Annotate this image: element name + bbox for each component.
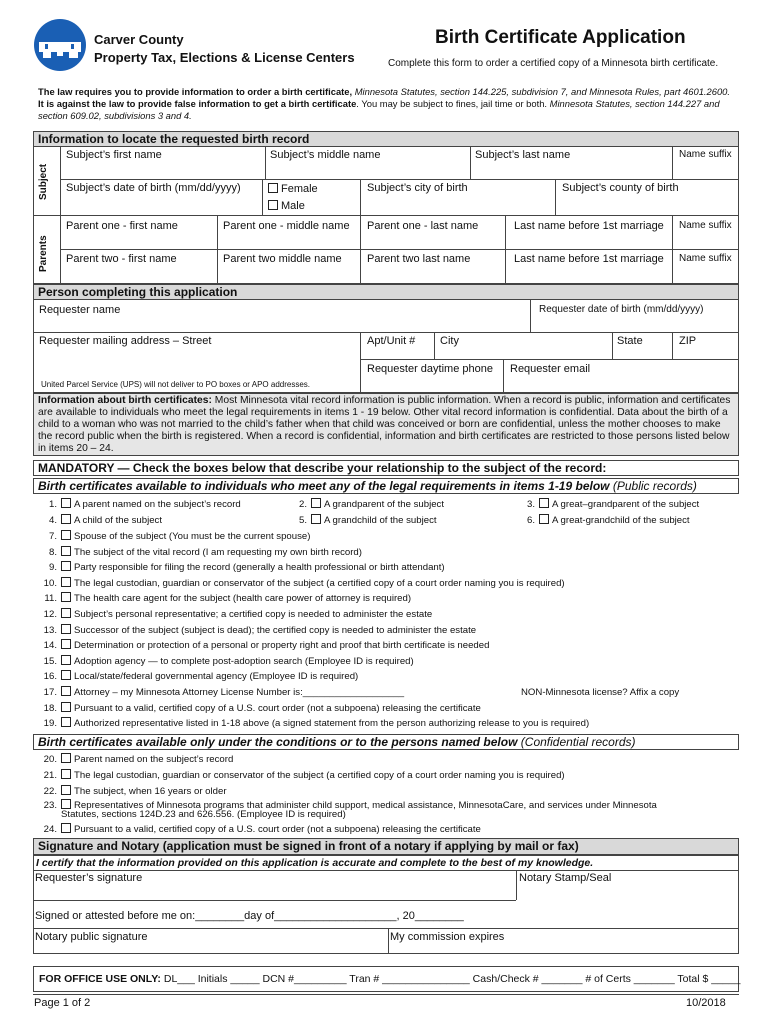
commission-expires-field[interactable]: My commission expires bbox=[390, 931, 505, 943]
subject-city-field[interactable]: Subject’s city of birth bbox=[367, 182, 468, 194]
relationship-item-24[interactable]: 24. Pursuant to a valid, certified copy of a U.S. court order (not a subpoena) releasing the certificate bbox=[43, 824, 481, 835]
checkbox[interactable] bbox=[539, 498, 549, 508]
relationship-item-3[interactable]: 3. A great–grandparent of the subject bbox=[526, 499, 700, 510]
requester-city-field[interactable]: City bbox=[440, 335, 459, 347]
checkbox[interactable] bbox=[61, 624, 71, 634]
parents-tab: Parents bbox=[38, 235, 49, 272]
form-date: 10/2018 bbox=[686, 997, 726, 1009]
parent1-middle-field[interactable]: Parent one - middle name bbox=[223, 220, 350, 232]
checkbox[interactable] bbox=[61, 702, 71, 712]
page-subtitle: Complete this form to order a certified copy of a Minnesota birth certificate. bbox=[388, 58, 719, 69]
item-23-continuation: Statutes, sections 124D.23 and 626.556. (Employee ID is required) bbox=[61, 809, 346, 820]
law-notice: The law requires you to provide information to order a birth certificate, Minnesota Statutes, section 144.225, subdivision 7, and Minnesota Rules, part 4601.2600. It is against the law to provide false information to get a birth certificate. You may be subject to fines, jail time or both. Minnesota Statutes, section 144.227 and section 609.02, subdivisions 3 and 4. bbox=[38, 86, 730, 121]
page-title: Birth Certificate Application bbox=[435, 27, 686, 48]
checkbox[interactable] bbox=[61, 769, 71, 779]
subject-dob-field[interactable]: Subject’s date of birth (mm/dd/yyyy) bbox=[66, 182, 241, 194]
parent1-last-field[interactable]: Parent one - last name bbox=[367, 220, 479, 232]
checkbox[interactable] bbox=[61, 561, 71, 571]
checkbox[interactable] bbox=[539, 514, 549, 524]
page-number: Page 1 of 2 bbox=[34, 997, 91, 1009]
subject-suffix-field[interactable]: Name suffix bbox=[679, 149, 732, 160]
relationship-item-9[interactable]: 9. Party responsible for filing the record (generally a health professional or birth attendant) bbox=[48, 562, 445, 574]
requester-zip-field[interactable]: ZIP bbox=[679, 335, 697, 347]
checkbox[interactable] bbox=[61, 608, 71, 618]
subject-middle-name-field[interactable]: Subject’s middle name bbox=[270, 149, 381, 161]
checkbox[interactable] bbox=[61, 639, 71, 649]
requester-name-field[interactable]: Requester name bbox=[39, 304, 121, 316]
checkbox[interactable] bbox=[61, 717, 71, 727]
checkbox[interactable] bbox=[61, 753, 71, 763]
female-checkbox[interactable]: Female bbox=[266, 183, 318, 195]
relationship-item-21[interactable]: 21. The legal custodian, guardian or conservator of the subject (a certified copy of a court order naming you is required) bbox=[43, 770, 565, 781]
checkbox[interactable] bbox=[311, 498, 321, 508]
relationship-item-13[interactable]: 13. Successor of the subject (subject is dead); the certified copy is needed to administer the estate bbox=[43, 624, 477, 636]
checkbox[interactable] bbox=[61, 785, 71, 795]
relationship-item-22[interactable]: 22. The subject, when 16 years or older bbox=[43, 786, 227, 797]
section-requester: Person completing this application bbox=[33, 284, 739, 300]
relationship-item-17[interactable]: 17. Attorney – my Minnesota Attorney License Number is:___________________ bbox=[43, 687, 405, 698]
office-use-fields: FOR OFFICE USE ONLY: DL___ Initials _____ DCN #_________ Tran # _______________ Cash/Check # _______ # of Certs _______ Total $ _____ bbox=[39, 973, 741, 985]
relationship-item-8[interactable]: 8. The subject of the vital record (I am requesting my own birth record) bbox=[48, 546, 362, 558]
subject-county-field[interactable]: Subject’s county of birth bbox=[562, 182, 679, 194]
requester-signature-field[interactable]: Requester’s signature bbox=[35, 872, 143, 884]
requester-dob-field[interactable]: Requester date of birth (mm/dd/yyyy) bbox=[539, 304, 704, 315]
relationship-item-16[interactable]: 16. Local/state/federal governmental agency (Employee ID is required) bbox=[43, 671, 359, 683]
checkbox[interactable] bbox=[61, 686, 71, 696]
certify-statement: I certify that the information provided on this application is accurate and complete to the best of my knowledge. bbox=[36, 857, 594, 869]
relationship-item-2[interactable]: 2. A grandparent of the subject bbox=[298, 499, 445, 510]
checkbox[interactable] bbox=[61, 498, 71, 508]
signature-heading: Signature and Notary (application must be signed in front of a notary if applying by mail or fax) bbox=[33, 838, 739, 855]
checkbox[interactable] bbox=[61, 546, 71, 556]
subject-last-name-field[interactable]: Subject’s last name bbox=[475, 149, 571, 161]
subject-first-name-field[interactable]: Subject’s first name bbox=[66, 149, 162, 161]
relationship-item-1[interactable]: 1. A parent named on the subject’s record bbox=[48, 499, 241, 510]
relationship-item-14[interactable]: 14. Determination or protection of a personal or property right and proof that birth certificate is needed bbox=[43, 640, 490, 652]
relationship-item-6[interactable]: 6. A great-grandchild of the subject bbox=[526, 515, 690, 526]
checkbox[interactable] bbox=[61, 592, 71, 602]
relationship-item-5[interactable]: 5. A grandchild of the subject bbox=[298, 515, 437, 526]
requester-street-field[interactable]: Requester mailing address – Street bbox=[39, 335, 212, 347]
requester-email-field[interactable]: Requester email bbox=[510, 363, 591, 375]
notary-stamp-area: Notary Stamp/Seal bbox=[519, 872, 612, 884]
public-records-heading: Birth certificates available to individuals who meet any of the legal requirements in items 1-19 below (Public records) bbox=[33, 478, 739, 494]
male-checkbox[interactable]: Male bbox=[266, 200, 305, 212]
mandatory-heading: MANDATORY — Check the boxes below that describe your relationship to the subject of the record: bbox=[33, 460, 739, 476]
subject-tab: Subject bbox=[38, 163, 49, 200]
checkbox[interactable] bbox=[61, 670, 71, 680]
relationship-item-20[interactable]: 20. Parent named on the subject’s record bbox=[43, 754, 234, 765]
parent2-suffix-field[interactable]: Name suffix bbox=[679, 253, 732, 264]
relationship-item-11[interactable]: 11. The health care agent for the subject (health care power of attorney is required) bbox=[44, 593, 412, 605]
requester-apt-field[interactable]: Apt/Unit # bbox=[367, 335, 416, 347]
parent1-first-field[interactable]: Parent one - first name bbox=[66, 220, 178, 232]
non-mn-license-note: NON-Minnesota license? Affix a copy bbox=[521, 687, 680, 698]
carver-county-logo bbox=[33, 18, 87, 72]
parent2-first-field[interactable]: Parent two - first name bbox=[66, 253, 177, 265]
relationship-item-15[interactable]: 15. Adoption agency — to complete post-adoption search (Employee ID is required) bbox=[43, 655, 414, 667]
section-locate-record: Information to locate the requested birth record bbox=[33, 131, 739, 147]
notary-signature-field[interactable]: Notary public signature bbox=[35, 931, 148, 943]
checkbox[interactable] bbox=[311, 514, 321, 524]
checkbox[interactable] bbox=[61, 799, 71, 809]
checkbox[interactable] bbox=[61, 823, 71, 833]
confidential-records-heading: Birth certificates available only under the conditions or to the persons named below (Confidential records) bbox=[33, 734, 739, 750]
relationship-item-18[interactable]: 18. Pursuant to a valid, certified copy of a U.S. court order (not a subpoena) releasing the certificate bbox=[43, 702, 481, 714]
requester-state-field[interactable]: State bbox=[617, 335, 643, 347]
parent2-last-field[interactable]: Parent two last name bbox=[367, 253, 471, 265]
attested-date-field[interactable]: Signed or attested before me on:________day of____________________, 20________ bbox=[35, 910, 464, 922]
relationship-item-4[interactable]: 4. A child of the subject bbox=[48, 515, 162, 526]
birth-certificate-info: Information about birth certificates: Most Minnesota vital record information is public information. When a record is public, information and certificates are available to individuals who meet the legal requirements in items 1 - 19 below. Other vital record information is confidential. Data about the birth of a child to a woman who was not married to the child’s father when that child was conceived or born are confidential, unless the mother chooses to make the record public when the birth is registered. When a record is confidential, information and birth certificates are restricted to those persons listed below in items 20 – 24. bbox=[33, 393, 739, 456]
checkbox[interactable] bbox=[61, 655, 71, 665]
org-department: Property Tax, Elections & License Centers bbox=[94, 50, 355, 65]
relationship-item-19[interactable]: 19. Authorized representative listed in 1-18 above (a signed statement from the person authorizing release to you is required) bbox=[43, 718, 590, 730]
checkbox[interactable] bbox=[61, 514, 71, 524]
parent1-maiden-field[interactable]: Last name before 1st marriage bbox=[514, 220, 664, 232]
checkbox[interactable] bbox=[61, 577, 71, 587]
relationship-item-7[interactable]: 7. Spouse of the subject (You must be the current spouse) bbox=[48, 531, 311, 542]
org-name: Carver County bbox=[94, 32, 184, 47]
relationship-item-10[interactable]: 10. The legal custodian, guardian or conservator of the subject (a certified copy of a court order naming you is required) bbox=[43, 577, 565, 589]
requester-phone-field[interactable]: Requester daytime phone bbox=[367, 363, 493, 375]
checkbox[interactable] bbox=[61, 530, 71, 540]
parent2-maiden-field[interactable]: Last name before 1st marriage bbox=[514, 253, 664, 265]
relationship-item-23[interactable]: 23. Representatives of Minnesota programs that administer child support, medical assistance, MinnesotaCare, and services under Minnesota bbox=[43, 800, 657, 811]
relationship-item-12[interactable]: 12. Subject’s personal representative; a certified copy is needed to administer the estate bbox=[43, 609, 433, 620]
parent2-middle-field[interactable]: Parent two middle name bbox=[223, 253, 342, 265]
parent1-suffix-field[interactable]: Name suffix bbox=[679, 220, 732, 231]
ups-note: United Parcel Service (UPS) will not deliver to PO boxes or APO addresses. bbox=[41, 380, 310, 389]
